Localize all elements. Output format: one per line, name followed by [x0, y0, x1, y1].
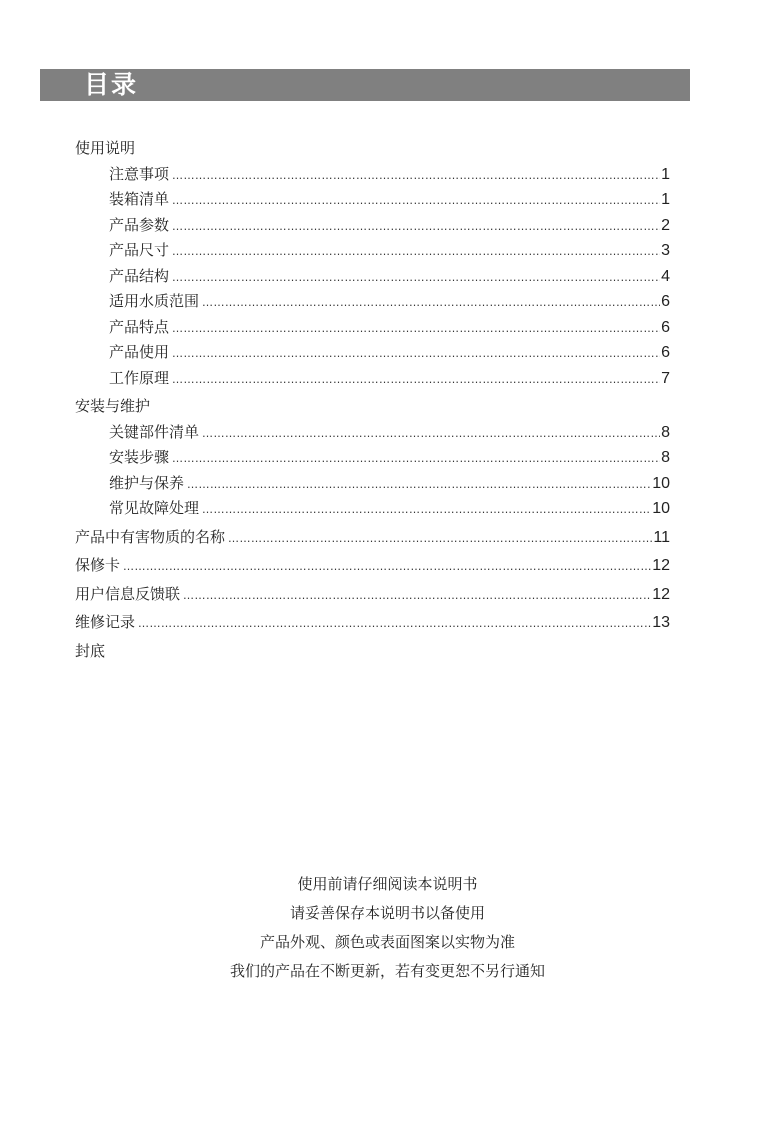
- toc-entry[interactable]: [75, 187, 670, 213]
- toc-entry-page: 13: [652, 614, 670, 631]
- toc-entry-page: 8: [661, 423, 670, 441]
- toc-entry[interactable]: [75, 525, 670, 551]
- note-line: 产品外观、颜色或表面图案以实物为准: [259, 933, 515, 951]
- toc-entry-label: 使用说明: [75, 139, 136, 157]
- toc-leader-dots: [169, 188, 660, 214]
- toc-leader-dots: [169, 446, 660, 472]
- toc-entry-label: 安装步骤: [109, 448, 170, 466]
- toc-entry-page: 10: [652, 474, 670, 492]
- notes-block: [0, 870, 775, 986]
- toc-entry-label: 工作原理: [109, 368, 170, 387]
- toc-entry[interactable]: [75, 496, 670, 522]
- toc-entry-label: 产品使用: [109, 343, 170, 361]
- title-bar: [40, 69, 690, 101]
- toc-entry[interactable]: [75, 582, 670, 608]
- toc-entry[interactable]: [75, 639, 670, 665]
- toc-entry-page: 2: [661, 216, 670, 234]
- toc-entry-page: 7: [661, 369, 670, 387]
- toc-entry-label: 常见故障处理: [109, 499, 200, 517]
- toc-leader-dots: [169, 265, 660, 291]
- toc-entry-page: 6: [661, 293, 670, 310]
- toc-entry[interactable]: [75, 289, 670, 315]
- toc-entry[interactable]: [75, 340, 670, 366]
- toc-leader-dots: [169, 367, 660, 393]
- toc-leader-dots: [169, 316, 660, 342]
- toc-entry[interactable]: [75, 315, 670, 341]
- toc-entry[interactable]: [75, 366, 670, 392]
- toc-entry[interactable]: [75, 394, 670, 420]
- toc-entry[interactable]: [75, 238, 670, 264]
- toc-entry-page: 12: [652, 585, 670, 603]
- toc-entry-label: 用户信息反馈联: [75, 584, 181, 603]
- toc-entry-page: 10: [652, 500, 670, 517]
- toc-entry-page: 6: [661, 344, 670, 361]
- toc-entry-page: 3: [661, 242, 670, 259]
- toc-entry-label: 产品特点: [109, 317, 170, 336]
- toc-leader-dots: [120, 554, 651, 580]
- toc-entry-label: 装箱清单: [109, 190, 170, 208]
- toc-leader-dots: [180, 583, 651, 609]
- toc-entry-page: 11: [653, 528, 670, 546]
- toc-entry[interactable]: [75, 420, 670, 446]
- toc-leader-dots: [169, 163, 660, 189]
- toc-entry-label: 适用水质范围: [109, 292, 200, 310]
- toc-leader-dots: [184, 472, 651, 498]
- toc-leader-dots: [135, 611, 651, 637]
- toc-entry-label: 产品中有害物质的名称: [75, 527, 226, 546]
- note-line: 请妥善保存本说明书以备使用: [289, 904, 485, 922]
- toc-entry-label: 产品参数: [109, 215, 170, 234]
- toc-entry-label: 产品尺寸: [109, 241, 170, 259]
- toc-entry-label: 封底: [75, 641, 106, 660]
- toc-entry[interactable]: [75, 213, 670, 239]
- toc-entry[interactable]: [75, 264, 670, 290]
- toc-entry[interactable]: [75, 471, 670, 497]
- page-title: 目录: [84, 70, 139, 99]
- toc-entry-page: 8: [661, 449, 670, 466]
- toc-entry[interactable]: [75, 553, 670, 579]
- table-of-contents: [75, 133, 675, 664]
- toc-entry-page: 6: [661, 318, 670, 336]
- toc-entry-label: 保修卡: [75, 556, 121, 574]
- toc-entry-label: 注意事项: [109, 164, 170, 183]
- toc-entry-label: 安装与维护: [75, 397, 151, 415]
- toc-entry-label: 关键部件清单: [109, 422, 200, 441]
- note-line: 使用前请仔细阅读本说明书: [297, 875, 478, 893]
- toc-leader-dots: [169, 239, 660, 265]
- toc-entry-label: 维护与保养: [109, 473, 185, 492]
- toc-entry[interactable]: [75, 162, 670, 188]
- toc-entry[interactable]: [75, 136, 670, 162]
- toc-leader-dots: [169, 214, 660, 240]
- toc-entry-page: 4: [661, 267, 670, 285]
- toc-entry[interactable]: [75, 445, 670, 471]
- toc-leader-dots: [199, 497, 651, 523]
- toc-entry[interactable]: [75, 610, 670, 636]
- toc-entry-label: 维修记录: [75, 613, 136, 631]
- toc-leader-dots: [199, 421, 660, 447]
- note-line: 我们的产品在不断更新，若有变更恕不另行通知: [229, 962, 545, 980]
- toc-entry-page: 1: [661, 191, 670, 208]
- toc-leader-dots: [199, 290, 660, 316]
- toc-entry-page: 12: [652, 557, 670, 574]
- toc-leader-dots: [169, 341, 660, 367]
- toc-entry-label: 产品结构: [109, 266, 170, 285]
- toc-leader-dots: [225, 526, 652, 552]
- toc-entry-page: 1: [661, 165, 670, 183]
